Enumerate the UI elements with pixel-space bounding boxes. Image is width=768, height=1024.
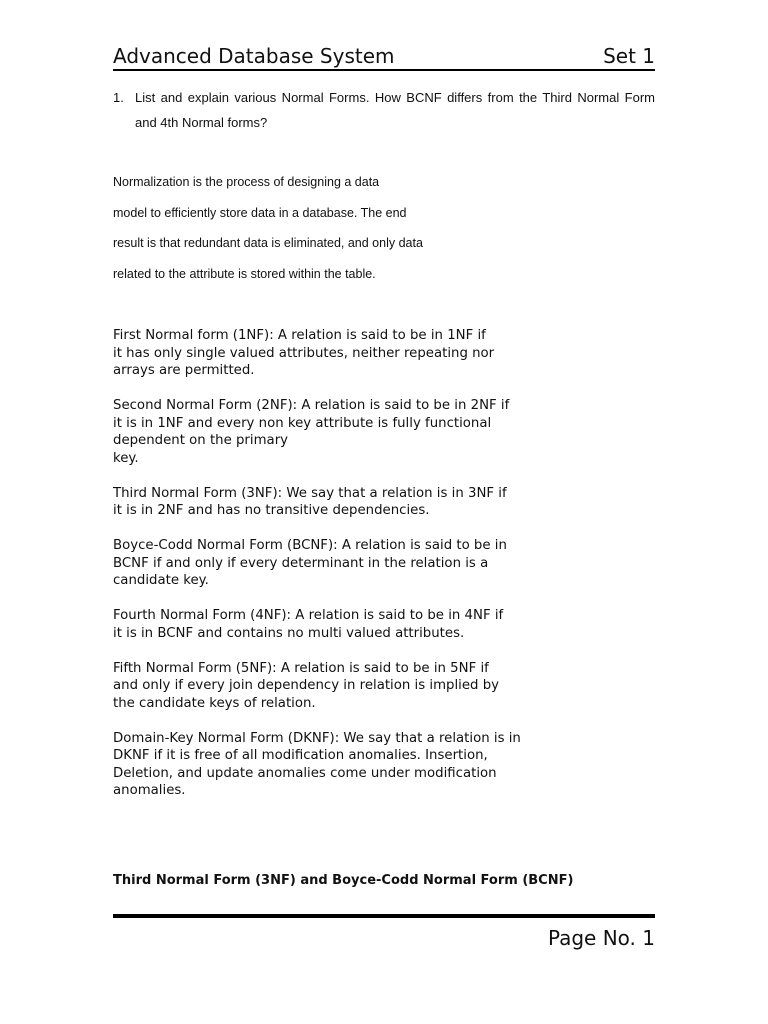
section-heading: Third Normal Form (3NF) and Boyce-Codd Normal Form (BCNF) <box>113 873 574 888</box>
form-line: dependent on the primary <box>113 433 289 448</box>
form-3nf <box>113 485 553 520</box>
form-line: DKNF if it is free of all modification anomalies. Insertion, <box>113 748 488 763</box>
intro-line: related to the attribute is stored within the table. <box>113 266 376 281</box>
form-line: Third Normal Form (3NF): We say that a relation is in 3NF if <box>113 485 507 501</box>
question-block <box>113 86 655 135</box>
form-line: Fourth Normal Form (4NF): A relation is said to be in 4NF if <box>113 608 504 623</box>
form-line: and only if every join dependency in relation is implied by <box>113 678 500 693</box>
form-line: First Normal form (1NF): A relation is said to be in 1NF if <box>113 328 486 343</box>
form-bcnf <box>113 537 553 590</box>
form-line: anomalies. <box>113 783 186 798</box>
form-line: Fifth Normal Form (5NF): A relation is said to be in 5NF if <box>113 660 489 676</box>
intro-paragraph <box>113 172 553 294</box>
form-line: it is in 2NF and has no transitive dependencies. <box>113 503 430 518</box>
form-line: Second Normal Form (2NF): A relation is said to be in 2NF if <box>113 398 510 413</box>
form-line: the candidate keys of relation. <box>113 695 316 711</box>
form-line: Boyce-Codd Normal Form (BCNF): A relation is said to be in <box>113 538 507 553</box>
form-5nf <box>113 660 553 713</box>
form-line: Deletion, and update anomalies come under modification <box>113 765 497 781</box>
intro-line: Normalization is the process of designing a data <box>113 175 380 189</box>
intro-line: result is that redundant data is eliminated, and only data <box>113 236 423 250</box>
form-4nf <box>113 607 553 642</box>
form-2nf <box>113 397 553 467</box>
question-text: List and explain various Normal Forms. How BCNF differs from the Third Normal Form and 4th Normal forms? <box>135 90 655 130</box>
form-dknf <box>113 730 553 800</box>
form-line: key. <box>113 450 139 466</box>
form-line: it is in 1NF and every non key attribute is fully functional <box>113 415 492 431</box>
document-title: Advanced Database System <box>113 44 395 68</box>
form-line: it is in BCNF and contains no multi valued attributes. <box>113 625 465 641</box>
page-number: Page No. 1 <box>547 926 655 950</box>
normal-forms-list <box>113 327 553 817</box>
form-1nf <box>113 327 553 380</box>
form-line: BCNF if and only if every determinant in the relation is a <box>113 555 489 571</box>
form-line: arrays are permitted. <box>113 363 255 378</box>
question-number: 1. <box>113 90 124 105</box>
footer-divider <box>113 914 655 918</box>
form-line: it has only single valued attributes, neither repeating nor <box>113 345 495 361</box>
form-line: Domain-Key Normal Form (DKNF): We say that a relation is in <box>113 730 521 746</box>
intro-line: model to efficiently store data in a database. The end <box>113 205 407 220</box>
form-line: candidate key. <box>113 573 209 588</box>
page-header <box>113 43 655 71</box>
set-label: Set 1 <box>603 44 655 68</box>
